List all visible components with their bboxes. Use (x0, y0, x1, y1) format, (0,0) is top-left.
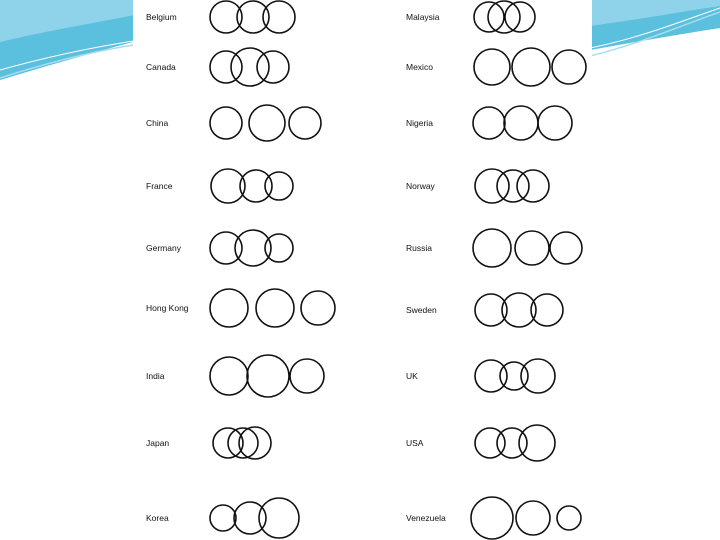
circle-nigeria-3 (538, 106, 572, 140)
circle-group-mexico (474, 48, 586, 86)
circle-belgium-3 (263, 1, 295, 33)
circle-group-india (210, 355, 324, 397)
circle-norway-3 (517, 170, 549, 202)
circle-germany-1 (210, 232, 242, 264)
circle-venezuela-1 (471, 497, 513, 539)
country-label-uk: UK (406, 371, 418, 381)
circle-group-malaysia (474, 1, 535, 33)
circle-uk-3 (521, 359, 555, 393)
circle-group-belgium (210, 1, 295, 33)
circle-group-france (211, 169, 293, 203)
circle-group-venezuela (471, 497, 581, 539)
country-label-nigeria: Nigeria (406, 118, 433, 128)
circle-korea-2 (234, 502, 266, 534)
country-label-hong-kong: Hong Kong (146, 303, 189, 313)
country-label-belgium: Belgium (146, 12, 177, 22)
country-label-japan: Japan (146, 438, 170, 448)
circle-group-russia (473, 229, 582, 267)
country-label-china: China (146, 118, 169, 128)
circle-hong-kong-1 (210, 289, 248, 327)
circle-nigeria-1 (473, 107, 505, 139)
country-label-norway: Norway (406, 181, 435, 191)
circle-china-2 (249, 105, 285, 141)
circle-hong-kong-3 (301, 291, 335, 325)
circle-india-1 (210, 357, 248, 395)
circle-venezuela-2 (516, 501, 550, 535)
circle-norway-2 (497, 170, 529, 202)
circle-russia-2 (515, 231, 549, 265)
circle-nigeria-2 (504, 106, 538, 140)
circle-mexico-1 (474, 49, 510, 85)
circle-france-3 (265, 172, 293, 200)
circle-group-usa (475, 425, 555, 461)
circle-group-norway (475, 169, 549, 203)
circle-group-japan (213, 427, 271, 459)
country-label-germany: Germany (146, 243, 181, 253)
circle-hong-kong-2 (256, 289, 294, 327)
circle-canada-3 (257, 51, 289, 83)
circle-malaysia-1 (474, 2, 504, 32)
circle-norway-1 (475, 169, 509, 203)
circle-mexico-2 (512, 48, 550, 86)
country-label-sweden: Sweden (406, 305, 437, 315)
country-label-mexico: Mexico (406, 62, 433, 72)
circle-group-germany (210, 230, 293, 266)
circle-germany-3 (265, 234, 293, 262)
circle-russia-3 (550, 232, 582, 264)
circle-india-2 (247, 355, 289, 397)
circle-usa-3 (519, 425, 555, 461)
circle-group-sweden (475, 293, 563, 327)
country-label-venezuela: Venezuela (406, 513, 446, 523)
circle-china-3 (289, 107, 321, 139)
circle-korea-1 (210, 505, 236, 531)
country-label-malaysia: Malaysia (406, 12, 440, 22)
country-label-korea: Korea (146, 513, 169, 523)
circle-group-korea (210, 498, 299, 538)
circle-india-3 (290, 359, 324, 393)
country-label-usa: USA (406, 438, 424, 448)
circle-uk-1 (475, 360, 507, 392)
country-label-canada: Canada (146, 62, 176, 72)
circle-canada-1 (210, 51, 242, 83)
country-label-france: France (146, 181, 173, 191)
circle-group-nigeria (473, 106, 572, 140)
circle-group-china (210, 105, 321, 141)
circle-korea-3 (259, 498, 299, 538)
circle-japan-3 (239, 427, 271, 459)
circle-venezuela-3 (557, 506, 581, 530)
country-label-russia: Russia (406, 243, 432, 253)
circle-group-hong-kong (210, 289, 335, 327)
circle-china-1 (210, 107, 242, 139)
circle-russia-1 (473, 229, 511, 267)
circle-group-uk (475, 359, 555, 393)
circle-group-canada (210, 48, 289, 86)
circle-mexico-3 (552, 50, 586, 84)
country-label-india: India (146, 371, 165, 381)
